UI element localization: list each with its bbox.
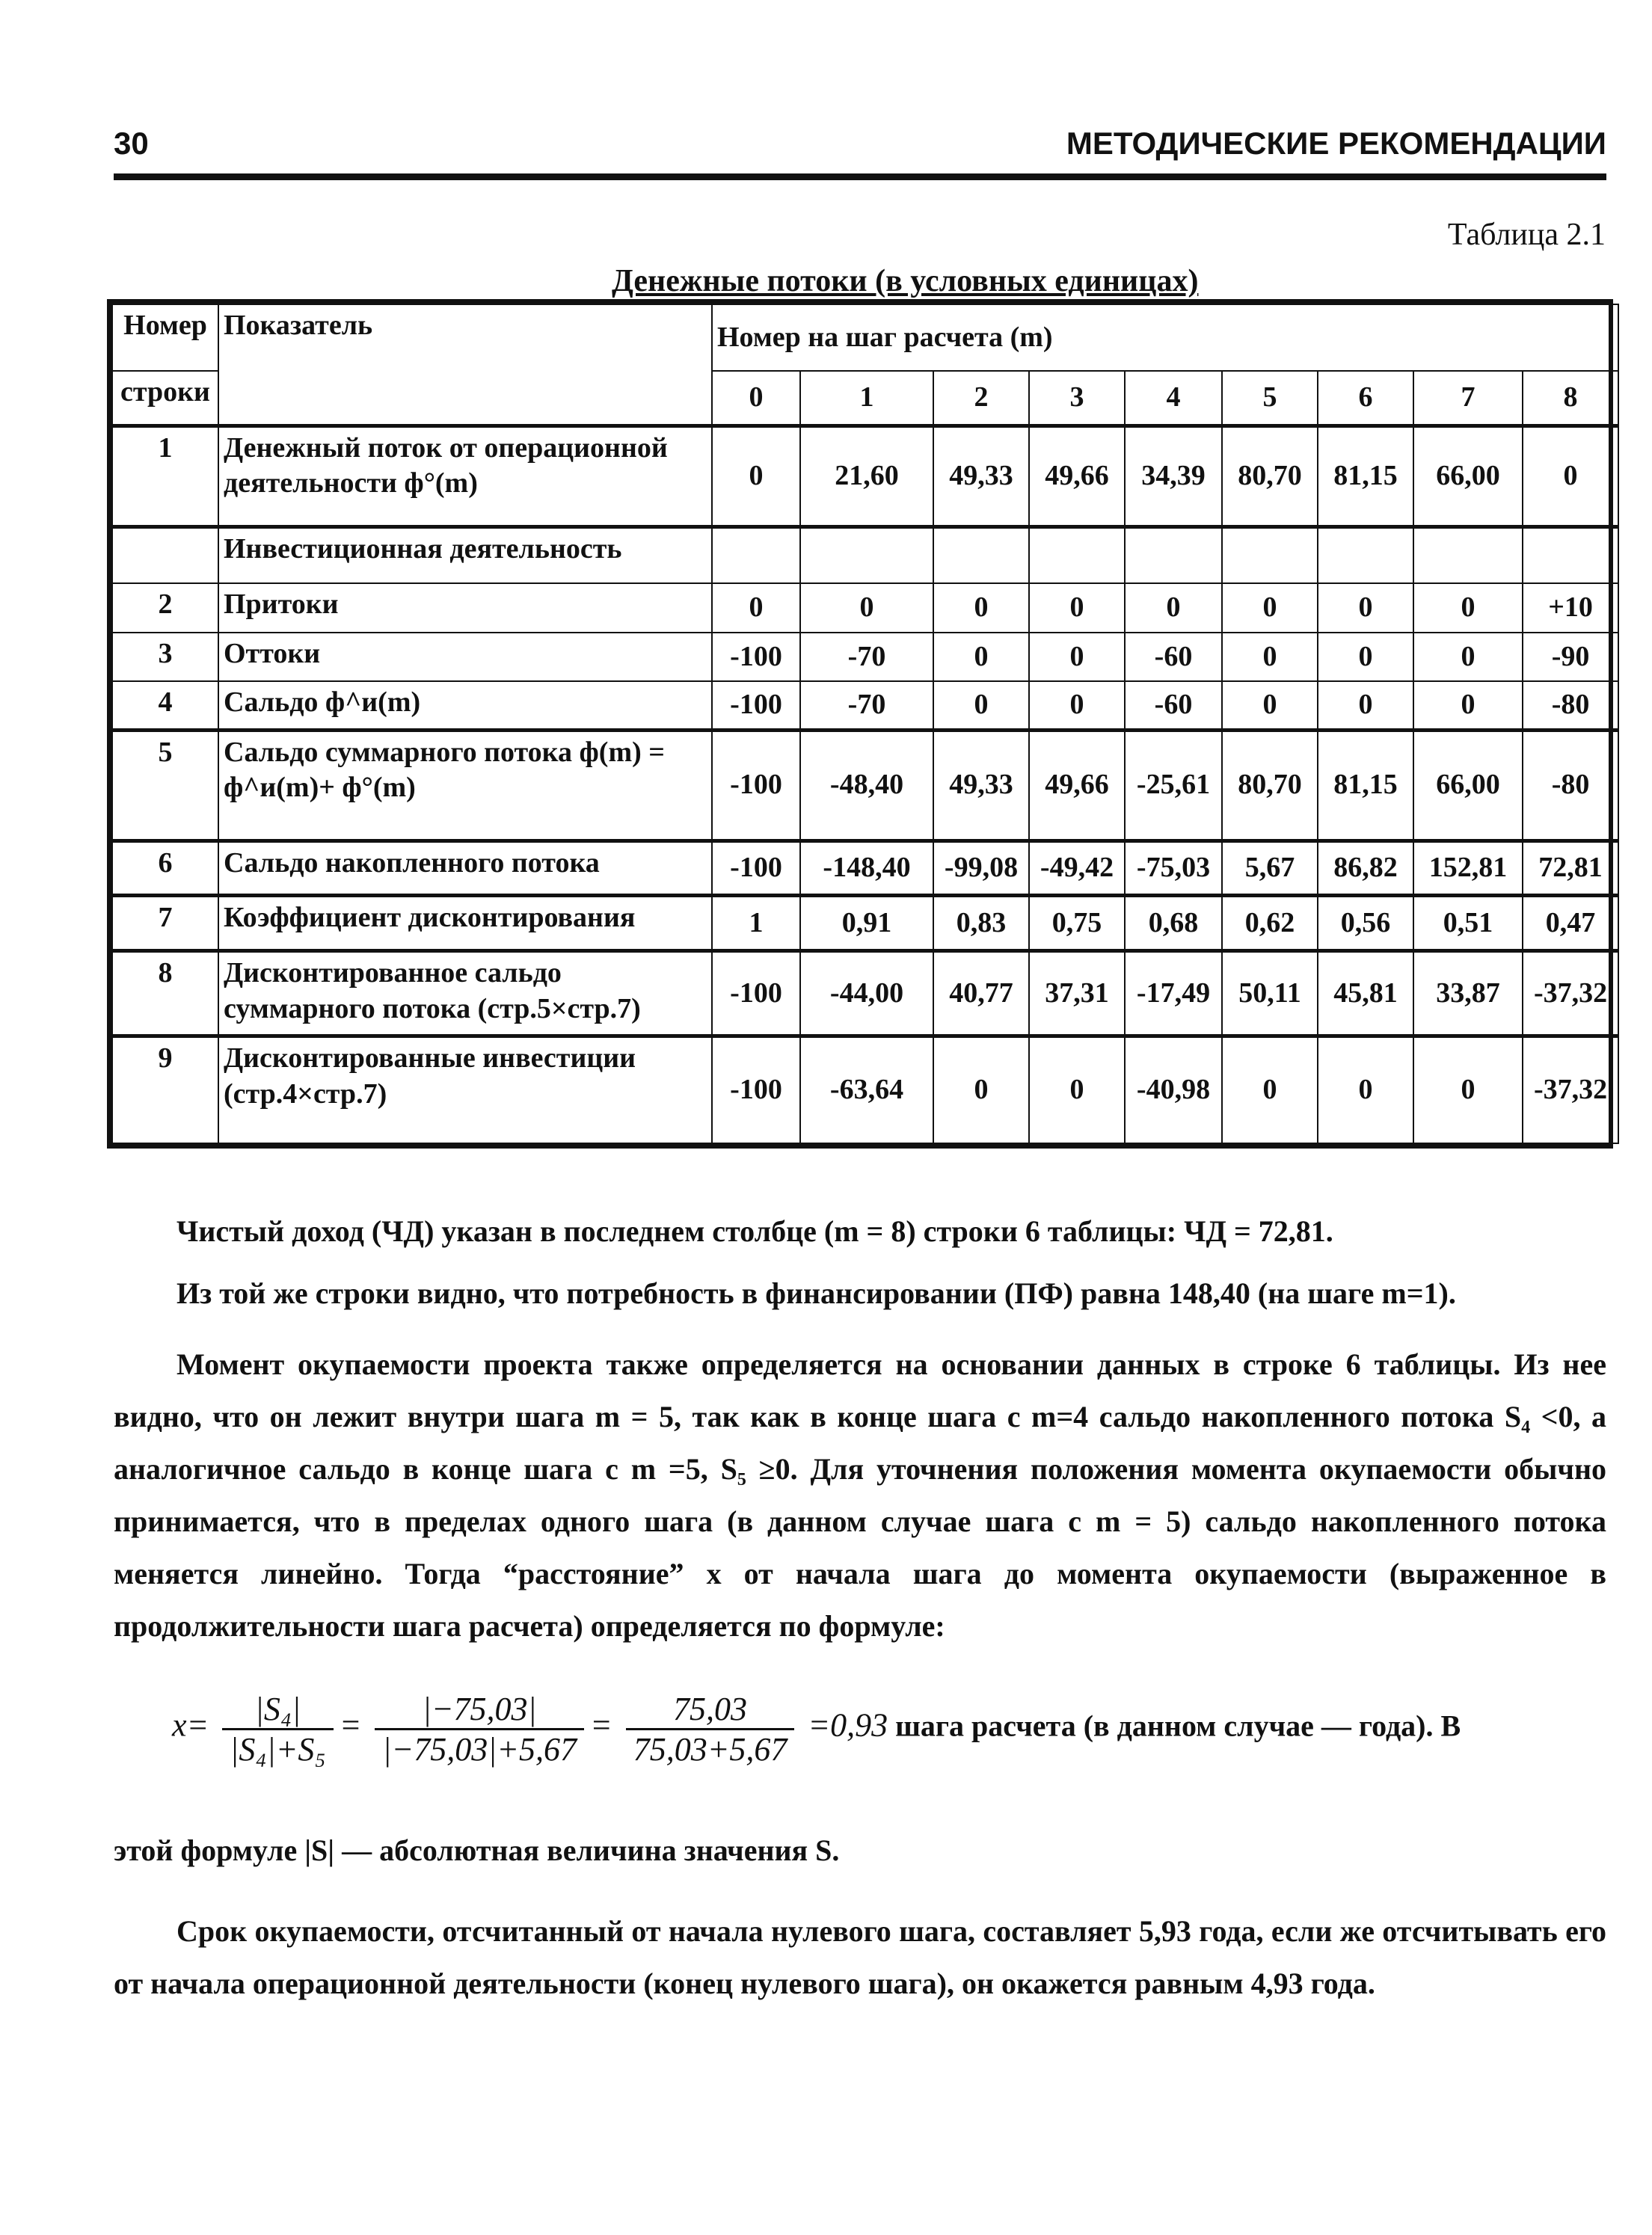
step-header-4: 4 — [1125, 371, 1222, 426]
step-header-6: 6 — [1318, 371, 1413, 426]
row-label: Оттоки — [218, 633, 712, 681]
row-label: Сальдо суммарного потока ф(m) = ф^и(m)+ ф°(m) — [218, 730, 712, 840]
value-cell: 66,00 — [1413, 730, 1523, 840]
value-cell: 0 — [1523, 425, 1618, 526]
value-cell: 0,75 — [1029, 896, 1125, 951]
value-cell: 0 — [1413, 681, 1523, 730]
value-cell: 5,67 — [1222, 840, 1318, 896]
row-label: Дисконтированные инвестиции (стр.4×стр.7) — [218, 1036, 712, 1143]
value-cell — [800, 526, 933, 583]
value-cell: -80 — [1523, 681, 1618, 730]
value-cell: -37,32 — [1523, 1036, 1618, 1143]
value-cell: -100 — [712, 840, 800, 896]
page-number: 30 — [114, 126, 149, 161]
formula-fraction-2 — [375, 1690, 584, 1768]
value-cell: 0,47 — [1523, 896, 1618, 951]
value-cell — [712, 526, 800, 583]
formula-tail: шага расчета (в данном случае — года). В — [895, 1709, 1461, 1743]
value-cell: 0 — [1029, 681, 1125, 730]
frac2-numerator: |−75,03| — [375, 1690, 584, 1730]
value-cell — [1222, 526, 1318, 583]
step-header-1: 1 — [800, 371, 933, 426]
value-cell: -40,98 — [1125, 1036, 1222, 1143]
value-cell: 0 — [1222, 1036, 1318, 1143]
paragraph-4: этой формуле |S| — абсолютная величина значения S. — [114, 1833, 840, 1867]
value-cell: 0 — [1125, 583, 1222, 632]
step-header-2: 2 — [933, 371, 1029, 426]
value-cell: -25,61 — [1125, 730, 1222, 840]
value-cell: -17,49 — [1125, 951, 1222, 1036]
row-number: 3 — [112, 633, 218, 681]
value-cell: 80,70 — [1222, 730, 1318, 840]
value-cell: 0,56 — [1318, 896, 1413, 951]
table-row — [112, 730, 1618, 840]
value-cell: 49,33 — [933, 425, 1029, 526]
paragraph-3: Момент окупаемости проекта также определяется на основании данных в строке 6 таблицы. Из нее видно, что он лежит внутри шага m = 5, так как в конце шага с m=4 сальдо накопленного потока S₄ <0, а аналогичное сальдо в конце шага с m =5, S₅ ≥0. Для уточнения положения момента окупаемости обычно принимается, что в пределах одного шага (в данном случае шага с m = 5) сальдо накопленного потока меняется линейно. Тогда “расстояние” x от начала шага до момента окупаемости (выраженное в продолжительности шага расчета) определяется по формуле: — [114, 1347, 1606, 1643]
table-row — [112, 896, 1618, 951]
value-cell: -100 — [712, 730, 800, 840]
value-cell: 66,00 — [1413, 425, 1523, 526]
formula-fraction-1 — [222, 1690, 333, 1768]
value-cell: 0 — [1413, 1036, 1523, 1143]
value-cell: 21,60 — [800, 425, 933, 526]
value-cell: 33,87 — [1413, 951, 1523, 1036]
value-cell — [1125, 526, 1222, 583]
cash-flow-table — [107, 299, 1613, 1149]
value-cell: 0 — [1222, 681, 1318, 730]
value-cell: 49,66 — [1029, 730, 1125, 840]
value-cell: -70 — [800, 681, 933, 730]
value-cell: 81,15 — [1318, 730, 1413, 840]
row-label: Притоки — [218, 583, 712, 632]
value-cell: -100 — [712, 951, 800, 1036]
value-cell: 86,82 — [1318, 840, 1413, 896]
row-number: 2 — [112, 583, 218, 632]
step-header-8: 8 — [1523, 371, 1618, 426]
value-cell: 49,33 — [933, 730, 1029, 840]
value-cell: -75,03 — [1125, 840, 1222, 896]
value-cell: -99,08 — [933, 840, 1029, 896]
row-number: 4 — [112, 681, 218, 730]
value-cell: 0 — [712, 583, 800, 632]
value-cell: -80 — [1523, 730, 1618, 840]
formula-fraction-3 — [626, 1690, 795, 1768]
value-cell: 1 — [712, 896, 800, 951]
table-caption: Денежные потоки (в условных единицах) — [612, 264, 1199, 298]
value-cell: 37,31 — [1029, 951, 1125, 1036]
step-header-0: 0 — [712, 371, 800, 426]
value-cell: -49,42 — [1029, 840, 1125, 896]
value-cell: -100 — [712, 681, 800, 730]
table-row — [112, 526, 1618, 583]
value-cell: -90 — [1523, 633, 1618, 681]
value-cell: 0 — [1318, 681, 1413, 730]
value-cell: 72,81 — [1523, 840, 1618, 896]
value-cell: -60 — [1125, 681, 1222, 730]
value-cell: 0 — [712, 425, 800, 526]
frac3-numerator: 75,03 — [626, 1690, 795, 1730]
row-label: Сальдо ф^и(m) — [218, 681, 712, 730]
value-cell: +10 — [1523, 583, 1618, 632]
value-cell: 0 — [1413, 583, 1523, 632]
head-row-no-2: строки — [112, 371, 218, 426]
row-number: 9 — [112, 1036, 218, 1143]
value-cell — [1413, 526, 1523, 583]
value-cell: 49,66 — [1029, 425, 1125, 526]
running-title: МЕТОДИЧЕСКИЕ РЕКОМЕНДАЦИИ — [1066, 126, 1606, 161]
row-label: Денежный поток от операционной деятельности ф°(m) — [218, 425, 712, 526]
row-number: 5 — [112, 730, 218, 840]
row-number: 8 — [112, 951, 218, 1036]
value-cell: 0,62 — [1222, 896, 1318, 951]
paragraph-1: Чистый доход (ЧД) указан в последнем столбце (m = 8) строки 6 таблицы: ЧД = 72,81. — [176, 1214, 1333, 1248]
value-cell: -148,40 — [800, 840, 933, 896]
row-number: 7 — [112, 896, 218, 951]
table-row — [112, 583, 1618, 632]
value-cell: -60 — [1125, 633, 1222, 681]
value-cell: 0,83 — [933, 896, 1029, 951]
table-number: Таблица 2.1 — [1447, 218, 1606, 252]
value-cell: 80,70 — [1222, 425, 1318, 526]
payback-formula: x= $\frac{\text{|S₄|}}{\text{|S₄|+S₅}}$ = $\frac{|-75,03|}{|-75,03|+5,67}$ = $\frac{75,03}{75,03+5,67}$ =0,93 шага расчета (в данном случае — года). В — [172, 1691, 1461, 1768]
value-cell: 0 — [1318, 1036, 1413, 1143]
frac3-denominator: 75,03+5,67 — [633, 1731, 787, 1768]
value-cell: 0 — [1029, 1036, 1125, 1143]
value-cell: 45,81 — [1318, 951, 1413, 1036]
row-label: Дисконтированное сальдо суммарного потока (стр.5×стр.7) — [218, 951, 712, 1036]
value-cell: 0 — [933, 633, 1029, 681]
table-row — [112, 425, 1618, 526]
value-cell: 0,68 — [1125, 896, 1222, 951]
value-cell: 152,81 — [1413, 840, 1523, 896]
row-label: Инвестиционная деятельность — [218, 526, 712, 583]
table-row — [112, 633, 1618, 681]
value-cell: 50,11 — [1222, 951, 1318, 1036]
row-number — [112, 526, 218, 583]
step-header-7: 7 — [1413, 371, 1523, 426]
head-step-group: Номер на шаг расчета (m) — [712, 304, 1618, 371]
value-cell: -100 — [712, 1036, 800, 1143]
value-cell: -37,32 — [1523, 951, 1618, 1036]
value-cell — [1029, 526, 1125, 583]
value-cell — [933, 526, 1029, 583]
value-cell: 0 — [1222, 583, 1318, 632]
value-cell: 81,15 — [1318, 425, 1413, 526]
value-cell: 0 — [1029, 633, 1125, 681]
value-cell: -100 — [712, 633, 800, 681]
value-cell: 40,77 — [933, 951, 1029, 1036]
table-row — [112, 681, 1618, 730]
value-cell: 0 — [1318, 633, 1413, 681]
value-cell: 0 — [800, 583, 933, 632]
value-cell: -44,00 — [800, 951, 933, 1036]
frac1-numerator: |S₄| — [222, 1690, 333, 1730]
value-cell: -70 — [800, 633, 933, 681]
formula-lhs: x= — [172, 1706, 209, 1744]
value-cell: 0 — [933, 1036, 1029, 1143]
table-row — [112, 951, 1618, 1036]
frac2-denominator: |−75,03|+5,67 — [382, 1731, 577, 1768]
page-header — [114, 126, 1606, 173]
paragraph-5: Срок окупаемости, отсчитанный от начала нулевого шага, составляет 5,93 года, если же отсчитывать его от начала операционной деятельности (конец нулевого шага), он окажется равным 4,93 года. — [114, 1914, 1606, 2000]
row-label: Сальдо накопленного потока — [218, 840, 712, 896]
value-cell — [1318, 526, 1413, 583]
value-cell: 0 — [1029, 583, 1125, 632]
value-cell: -48,40 — [800, 730, 933, 840]
value-cell: 0,51 — [1413, 896, 1523, 951]
value-cell: 0 — [933, 583, 1029, 632]
table-row — [112, 840, 1618, 896]
table-row — [112, 1036, 1618, 1143]
value-cell: -63,64 — [800, 1036, 933, 1143]
row-label: Коэффициент дисконтирования — [218, 896, 712, 951]
step-header-3: 3 — [1029, 371, 1125, 426]
head-row-no: Номер — [112, 304, 218, 371]
row-number: 1 — [112, 425, 218, 526]
value-cell: 0 — [933, 681, 1029, 730]
value-cell: 0 — [1222, 633, 1318, 681]
paragraph-2: Из той же строки видно, что потребность в финансировании (ПФ) равна 148,40 (на шаге m=1). — [176, 1276, 1456, 1310]
value-cell — [1523, 526, 1618, 583]
row-number: 6 — [112, 840, 218, 896]
formula-result: =0,93 — [808, 1706, 888, 1744]
value-cell: 0 — [1318, 583, 1413, 632]
head-indicator: Показатель — [218, 304, 712, 425]
value-cell: 0,91 — [800, 896, 933, 951]
header-rule — [114, 173, 1606, 180]
value-cell: 34,39 — [1125, 425, 1222, 526]
value-cell: 0 — [1413, 633, 1523, 681]
step-header-5: 5 — [1222, 371, 1318, 426]
frac1-denominator: |S₄|+S₅ — [230, 1731, 326, 1768]
